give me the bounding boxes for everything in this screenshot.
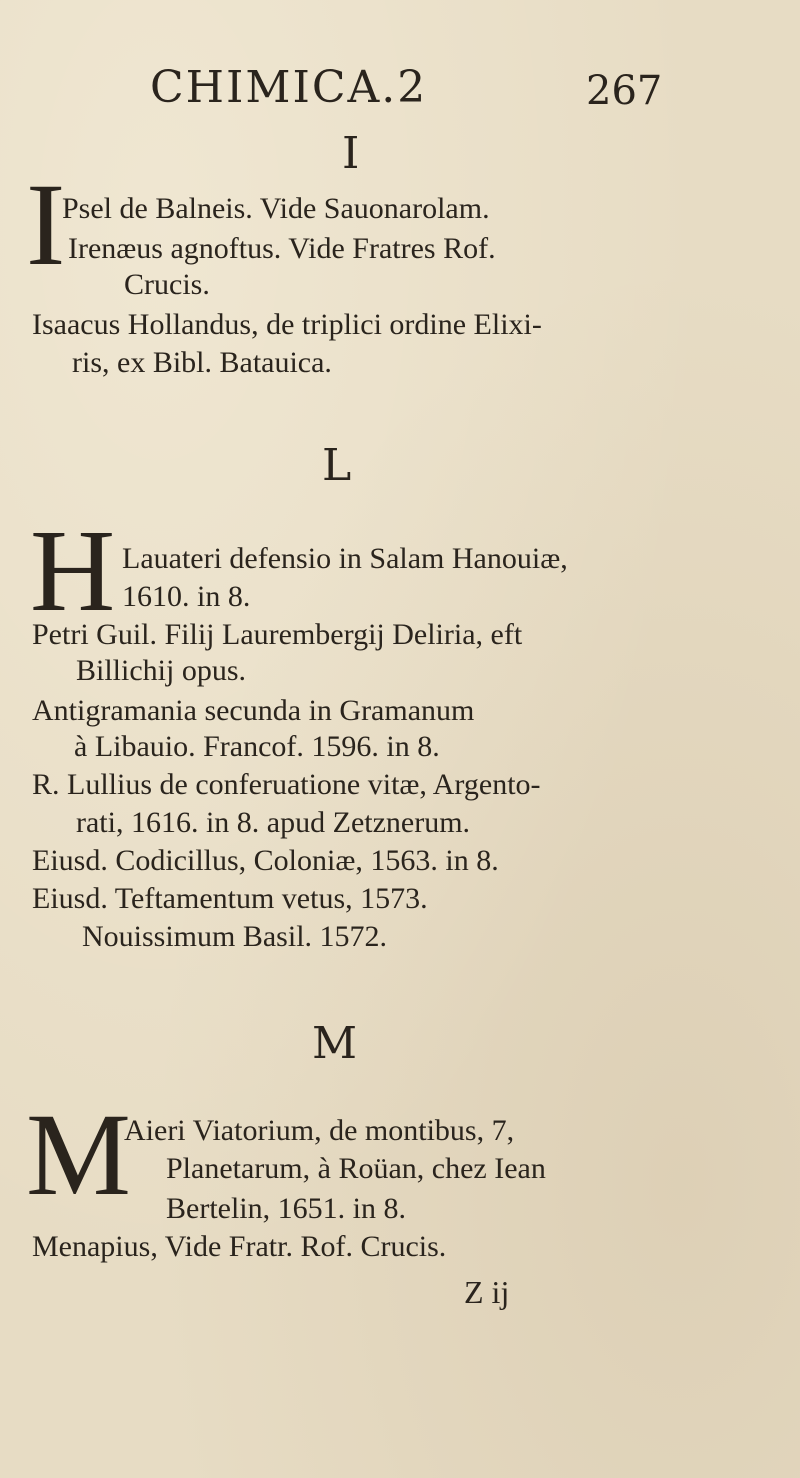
entry-line: Psel de Balneis. Vide Sauonarolam. xyxy=(62,192,490,225)
entry-line: Antigramania secunda in Gramanum xyxy=(32,694,475,727)
entry-line: Nouissimum Basil. 1572. xyxy=(82,920,388,953)
entry-line: Bertelin, 1651. in 8. xyxy=(166,1192,406,1225)
entry-line: Lauateri defensio in Salam Hanouiæ, xyxy=(122,542,568,575)
entry-line: Billichij opus. xyxy=(76,654,247,687)
entry-line: Eiusd. Teftamentum vetus, 1573. xyxy=(32,882,428,915)
dropcap-m: M xyxy=(26,1089,131,1220)
entry-line: Menapius, Vide Fratr. Rof. Crucis. xyxy=(32,1230,447,1263)
entry-line: 1610. in 8. xyxy=(122,580,251,613)
entry-line: Crucis. xyxy=(124,268,210,301)
entry-line: Aieri Viatorium, de montibus, 7, xyxy=(124,1114,515,1147)
entry-line: Isaacus Hollandus, de triplici ordine Elixi- xyxy=(32,308,542,341)
signature-mark: Z ij xyxy=(464,1274,510,1310)
section-letter-l: L xyxy=(322,440,352,491)
entry-line: ris, ex Bibl. Batauica. xyxy=(72,346,332,379)
section-letter-m: M xyxy=(312,1018,358,1069)
dropcap-h: H xyxy=(30,505,116,636)
entry-line: Eiusd. Codicillus, Coloniæ, 1563. in 8. xyxy=(32,844,499,877)
entry-line: à Libauio. Francof. 1596. in 8. xyxy=(74,730,440,763)
dropcap-i: I xyxy=(26,159,66,290)
entry-line: rati, 1616. in 8. apud Zetznerum. xyxy=(76,806,471,839)
entry-line: Planetarum, à Roüan, chez Iean xyxy=(166,1152,546,1185)
running-head-title: CHIMICA.2 xyxy=(150,62,428,113)
entry-line: Petri Guil. Filij Laurembergij Deliria, eft xyxy=(32,618,523,651)
section-letter-i: I xyxy=(342,128,360,179)
page-number: 267 xyxy=(586,68,663,114)
entry-line: R. Lullius de conferuatione vitæ, Argento- xyxy=(32,768,541,801)
entry-line: Irenæus agnoftus. Vide Fratres Rof. xyxy=(68,232,496,265)
